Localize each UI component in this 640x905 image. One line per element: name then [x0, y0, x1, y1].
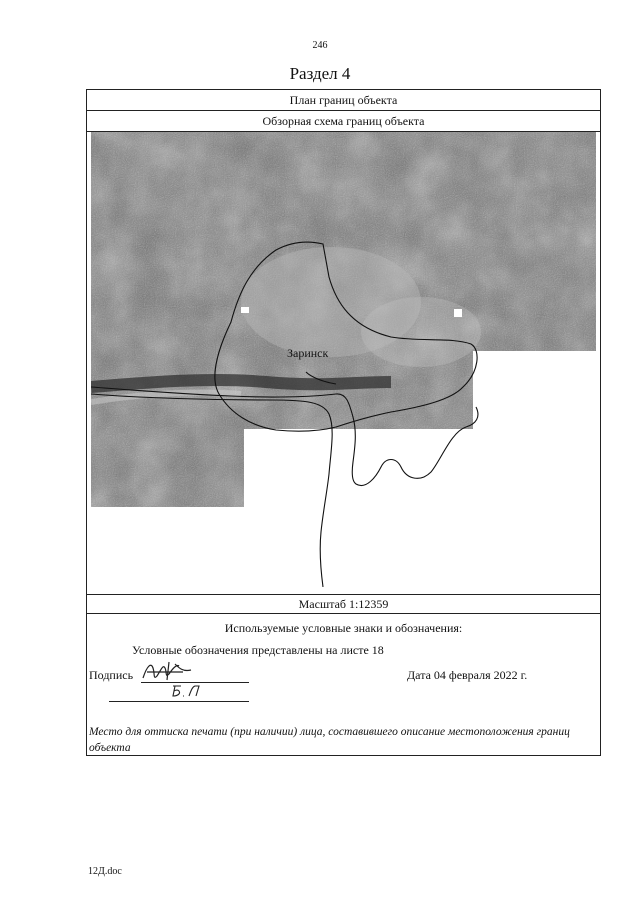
plan-title: План границ объекта: [87, 90, 600, 111]
date-text: Дата 04 февраля 2022 г.: [407, 668, 528, 682]
footer-file-name: 12Д.doc: [88, 866, 122, 877]
overview-map: [91, 132, 596, 587]
legend-title: Используемые условные знаки и обозначения:: [224, 621, 463, 635]
signature-label: Подпись: [89, 668, 134, 682]
overview-title: Обзорная схема границ объекта: [87, 111, 600, 132]
page-number: 246: [312, 40, 328, 51]
legend-text: Условные обозначения представлены на листе 18: [132, 643, 384, 657]
scale-row: Масштаб 1:12359: [87, 594, 600, 614]
map-place-label: Заринск: [287, 346, 329, 360]
stamp-note: Место для оттиска печати (при наличии) лица, составившего описание местоположения границ объекта: [89, 726, 570, 754]
boundary-plan-frame: [86, 89, 601, 756]
section-title: Раздел 4: [289, 64, 351, 83]
satellite-map-image: [91, 132, 596, 587]
signature-initials: [169, 683, 209, 704]
